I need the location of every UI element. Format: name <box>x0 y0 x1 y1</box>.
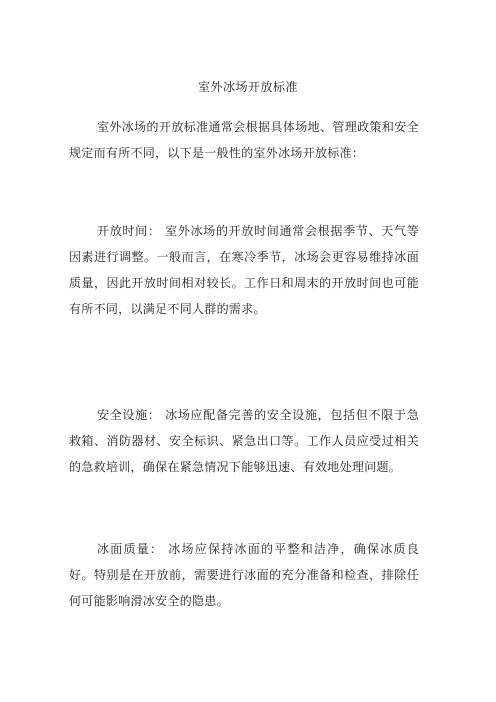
intro-paragraph: 室外冰场的开放标准通常会根据具体场地、管理政策和安全规定而有所不同，以下是一般性的室外冰场开放标准： <box>69 120 419 160</box>
opening-hours-paragraph: 开放时间： 室外冰场的开放时间通常会根据季节、天气等因素进行调整。一般而言，在寒冷季节，冰场会更容易维持冰面质量，因此开放时间相对较长。工作日和周末的开放时间也可能有所不同，以满足不同人群的需求。 <box>69 224 419 316</box>
document-title: 室外冰场开放标准 <box>197 80 298 94</box>
ice-quality-paragraph: 冰面质量： 冰场应保持冰面的平整和洁净，确保冰质良好。特别是在开放前，需要进行冰面的充分准备和检查，排除任何可能影响滑冰安全的隐患。 <box>69 542 419 608</box>
safety-facilities-paragraph: 安全设施： 冰场应配备完善的安全设施，包括但不限于急救箱、消防器材、安全标识、紧急出口等。工作人员应受过相关的急救培训，确保在紧急情况下能够迅速、有效地处理问题。 <box>69 408 419 474</box>
